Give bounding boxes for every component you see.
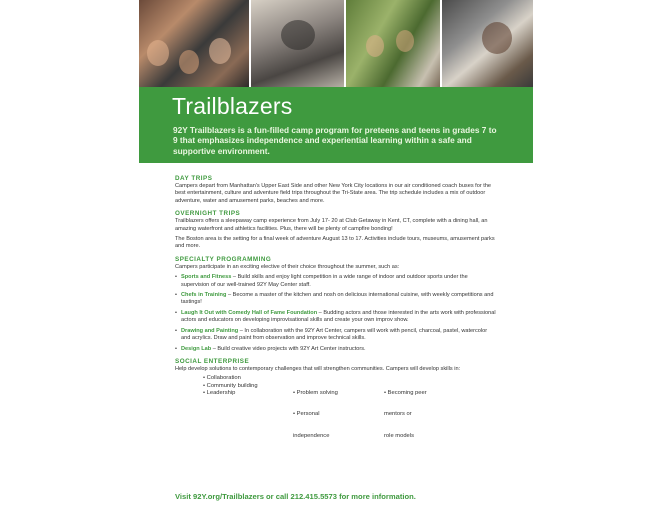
day-trips-text: Campers depart from Manhattan's Upper East Side and other New York City locations in our air conditioned coach buses for the best entertainment, culture and adventure field trips throughout the Tri-State area. The trip schedule includes a mix of outdoor adventure, water and amusement parks, beaches and more. bbox=[175, 183, 492, 204]
list-item bbox=[175, 328, 497, 343]
heading-overnight-trips: OVERNIGHT TRIPS bbox=[175, 210, 241, 218]
skill-item: independence bbox=[293, 432, 330, 439]
elective-desc: – Build creative video projects with 92Y Art Center instructors. bbox=[211, 345, 366, 352]
elective-name: Design Lab bbox=[181, 345, 212, 352]
skill-item: • Community building bbox=[203, 382, 258, 389]
skill-item: • Problem solving bbox=[293, 389, 338, 396]
elective-name: Laugh It Out with Comedy Hall of Fame Foundation bbox=[181, 309, 318, 316]
intro-text: 92Y Trailblazers is a fun-filled camp program for preteens and teens in grades 7 to 9 that emphasizes independence and experiential learning within a safe and supportive environment. bbox=[173, 125, 497, 156]
list-item bbox=[175, 346, 497, 353]
skill-item: • Becoming peer bbox=[384, 389, 427, 396]
camp-flyer bbox=[139, 0, 533, 510]
skills-column-1 bbox=[203, 375, 258, 397]
overnight-text-2: The Boston area is the setting for a final week of adventure August 13 to 17. Activities include tours, museums, amusement parks and more. bbox=[175, 236, 495, 250]
skill-item: • Leadership bbox=[203, 389, 236, 396]
visit-info: Visit 92Y.org/Trailblazers or call 212.415.5573 for more information. bbox=[175, 492, 416, 501]
elective-desc: – Become a master of the kitchen and nosh on delicious international cuisine, with weekly competitions and tastings! bbox=[181, 292, 494, 306]
list-item bbox=[175, 310, 497, 325]
overnight-text-1: Trailblazers offers a sleepaway camp experience from July 17- 20 at Club Getaway in Kent, CT, complete with a dining hall, an amazing waterfront and athletics facilities. Plus, there will be plenty of campfire bonding! bbox=[175, 218, 488, 232]
list-item bbox=[175, 292, 497, 307]
heading-social-enterprise: SOCIAL ENTERPRISE bbox=[175, 357, 250, 365]
photo-strip bbox=[139, 0, 533, 87]
heading-specialty: SPECIALTY PROGRAMMING bbox=[175, 255, 272, 263]
list-item bbox=[175, 274, 497, 289]
photo-camera-camper bbox=[251, 0, 344, 87]
social-intro: Help develop solutions to contemporary challenges that will strengthen communities. Campers will develop skills in: bbox=[175, 365, 461, 372]
elective-desc: – In collaboration with the 92Y Art Center, campers will work with pencil, charcoal, pastel, watercolor and acrylics. Draw and paint from observation and improve technical skills. bbox=[181, 327, 488, 342]
elective-name: Chefs in Training bbox=[181, 292, 227, 299]
skill-item: • Personal bbox=[293, 411, 320, 418]
photo-outdoor-group bbox=[346, 0, 440, 87]
specialty-intro: Campers participate in an exciting elective of their choice throughout the summer, such as: bbox=[175, 263, 400, 270]
skill-item: mentors or bbox=[384, 411, 412, 418]
content bbox=[175, 175, 497, 439]
skills-list bbox=[175, 375, 497, 439]
page-title: Trailblazers bbox=[172, 93, 293, 119]
skills-column-3 bbox=[384, 375, 427, 454]
photo-computer-camper bbox=[442, 0, 533, 87]
skill-item: role models bbox=[384, 432, 414, 439]
elective-name: Drawing and Painting bbox=[181, 327, 239, 334]
elective-desc: – Build skills and enjoy light competition in a wide range of indoor and outdoor sports under the supervision of our well-trained 92Y May Center staff. bbox=[181, 274, 468, 288]
elective-desc: – Budding actors and those interested in the arts work with professional actors and educators on developing improvisational skills and create your own improv show. bbox=[181, 309, 496, 324]
photo-campers-group bbox=[139, 0, 249, 87]
skills-column-2 bbox=[293, 375, 338, 454]
skill-item: • Collaboration bbox=[203, 375, 241, 382]
heading-day-trips: DAY TRIPS bbox=[175, 175, 213, 182]
elective-name: Sports and Fitness bbox=[181, 274, 232, 281]
title-banner bbox=[139, 87, 533, 163]
